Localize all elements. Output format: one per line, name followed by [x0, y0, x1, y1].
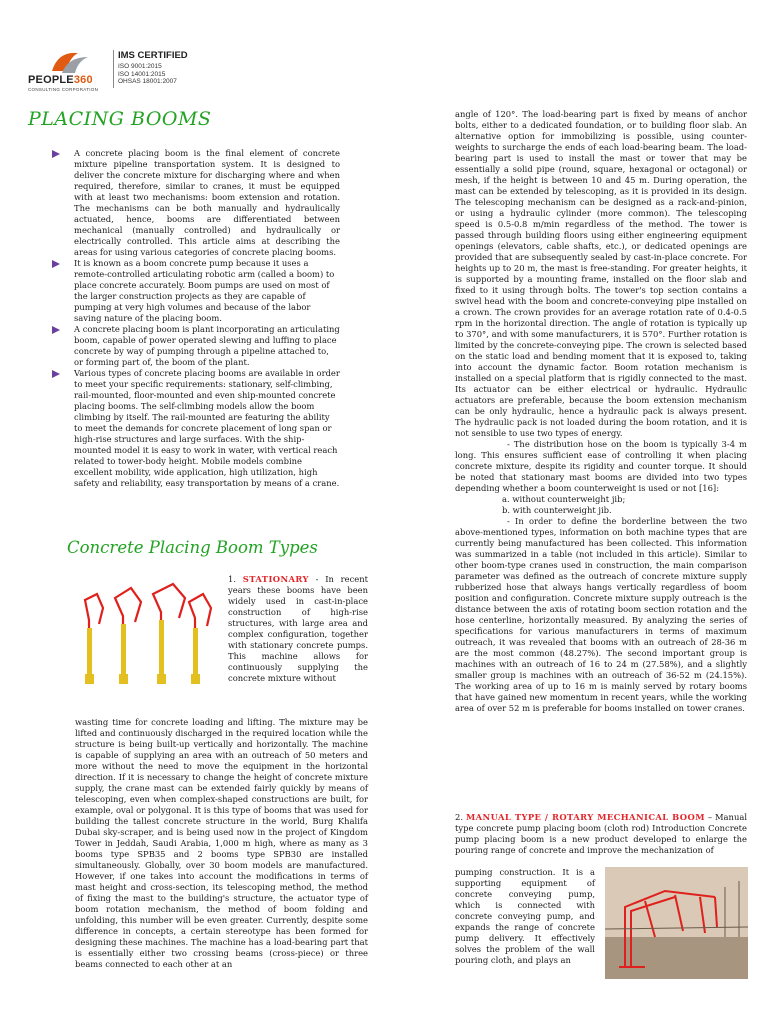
cert-line: OHSAS 18001:2007 [118, 78, 177, 85]
header-divider [113, 50, 114, 88]
bullet-list [52, 148, 340, 489]
stationary-intro-text: 1. STATIONARY - In recent years these booms have been widely used in cast-in-place construction of high-rise structures, with large area and complex configuration, together with stationary concrete pumps. This machine allows for continuously supplying the concrete mixture without [228, 574, 368, 683]
list-item [52, 324, 340, 368]
list-item [52, 258, 340, 324]
manual-type-heading-text: 2. MANUAL TYPE / ROTARY MECHANICAL BOOM – Manual type concrete pump placing boom (cloth rod) Introduction Concrete pump placing boom is a new product developed to enlarge the pouring range of concrete and improve the mechanization of [455, 812, 748, 855]
list-item [52, 148, 340, 258]
bullet-text: Various types of concrete placing booms are available in order to meet your specific requirements: stationary, self-climbing, rail-mounted, floor-mounted and even ship-mounted concrete placing booms. The self-climbing models allow the boom climbing by itself. The rail-mounted are featuring the ability to meet the demands for concrete placement of long span or high-rise structures and large surfaces. With the ship-mounted model it is easy to work in water, with vertical reach related to tower-body height. Mobile models combine excellent mobility, wide application, high utilization, high safety and reliability, easy transportation by means of a crane. [74, 368, 340, 488]
logo-mark-icon [48, 47, 90, 75]
logo-wordmark: PEOPLE360 [28, 74, 93, 86]
cert-line: ISO 14001:2015 [118, 70, 166, 78]
paragraph: angle of 120°. The load-bearing part is fixed by means of anchor bolts, either to a dedicated foundation, or to building floor slab. An alternative option for immobilizing is possible, using counter-weights to surcharge the ends of each load-bearing beam. The load-bearing part is used to install the mast or tower that may be essentially a solid pipe (round, square, hexagonal or octagonal) or mesh, if the height is between 10 and 45 m. During operation, the mast can be extended by telescoping, as it is provided in its design. The telescoping mechanism can be designed as a rack-and-pinion, or using a hydraulic cylinder (more common). The telescoping speed is 0.5-0.8 m/min regardless of the method. The tower is passed through building floors using either engineering equipment openings (elevators, cable shafts, etc.), or dedicated openings are provided that are subsequently sealed by cast-in-place concrete. For heights up to 20 m, the mast is free-standing. For greater heights, it is supported by a mounting frame, installed on the floor slab and fixed to it using through bolts. The tower's top section contains a swivel head with the boom and concrete-conveying pipe installed on a crown. The crown provides for an average rotation rate of 0.4-0.5 rpm in the horizontal direction. The angle of rotation is typically up to 370°, and with some manufacturers, it is 570°. Further rotation is limited by the concrete-conveying pipe. The crown is selected based on the static load and bending moment that it is exposed to, taking into account the dynamic factor. Boom rotation mechanism is installed on a special platform that is rigidly connected to the mast. Its actuator can be either electrical or hydraulic. Hydraulic actuators are preferable, because the boom extension mechanism can be only hydraulic, hence a hydraulic pack is always present. The hydraulic pack is not loaded during the boom rotation, and it is not sensible to use two types of energy. [455, 109, 747, 438]
bullet-text: It is known as a boom concrete pump because it uses a remote-controlled articulating robotic arm (called a boom) to place concrete accurately. Boom pumps are used on most of the larger construction projects as they are capable of pumping at very high volumes and because of the labor saving nature of the placing boom. [74, 258, 335, 323]
logo-tagline: CONSULTING CORPORATION [28, 87, 99, 92]
stationary-label: STATIONARY [242, 574, 309, 584]
bullet-text: A concrete placing boom is plant incorporating an articulating boom, capable of power operated slewing and luffing to place concrete by way of pumping through a pipeline attached to, or forming part of, the boom of the plant. [74, 324, 340, 367]
cert-title: IMS CERTIFIED [118, 50, 188, 61]
bullet-arrow-icon [52, 370, 60, 378]
stationary-body-text: wasting time for concrete loading and lifting. The mixture may be lifted and continuously discharged in the required location while the structure is being built-up vertically and horizontally. The machine is capable of supplying an area with an outreach of 50 meters and more without the need to move the equipment in the horizontal direction. If it is necessary to change the height of concrete mixture supply, the crane mast can be extended fairly quickly by means of telescoping, even when complex-shaped constructions are built, for example, oval or polygonal. It is this type of booms that was used for building the tallest concrete structure in the world, Burg Khalifa Dubai sky-scraper, and is being used now in the project of Kingdom Tower in Jeddah, Saudi Arabia, 1,000 m high, where as many as 3 booms type SPB35 and 2 booms type SPB30 are installed simultaneously. Globally, over 30 boom models are manufactured. However, if one takes into account the modifications in terms of mast height and cross-section, its telescoping method, the method of fixing the mast to the building's structure, the actuator type of boom rotation mechanism, the method of boom folding and unfolding, this number will be even greater. Currently, despite some difference in concepts, a certain stereotype has been formed for designing these machines. The machine has a load-bearing part that is essentially either two crossing beams (cross-piece) or three beams connected to each other at an [75, 717, 368, 969]
list-item: a. without counterweight jib; [502, 494, 626, 504]
manual-type-label: MANUAL TYPE / ROTARY MECHANICAL BOOM [465, 812, 705, 822]
cert-line: ISO 9001:2015 [118, 63, 162, 70]
bullet-text: A concrete placing boom is the final element of concrete mixture pipeline transportation system. It is designed to deliver the concrete mixture for discharging where and when required, therefore, similar to cranes, it must be equipped with at least two mechanisms: boom extension and rotation. The mechanisms can be both manually and hydraulically actuated, hence, booms are differentiated between mechanical (manually controlled) and hydraulically or electrically controlled. This article aims at describing the areas for using various categories of concrete placing booms. [74, 148, 340, 257]
bullet-arrow-icon [52, 326, 60, 334]
page-title: PLACING BOOMS [28, 108, 212, 130]
company-logo [28, 47, 110, 91]
manual-boom-illustration [605, 867, 748, 979]
stationary-boom-illustration [75, 578, 215, 690]
paragraph: - In order to define the borderline between the two above-mentioned types, information on both machine types that are currently being manufactured has been collected. This information was summarized in a table (not included in this article). Similar to other boom-type cranes used in construction, the main comparison parameter was defined as the outreach of concrete mixture supply rubberized hose that always hangs vertically regardless of boom position and configuration. Concrete mixture supply outreach is the distance between the axis of rotating boom section rotation and the hose centerline, horizontally measured. By analyzing the series of specifications for various manufacturers in terms of maximum outreach, it was revealed that booms with an outreach of 28-36 m are the most common (48.27%). The second important group is machines with an outreach of 16 to 24 m (27.58%), and a slightly smaller group is machines with an outreach of 36-52 m (24.15%). The working area of up to 16 m is mainly served by rotary booms that have gained new momentum in recent years, while the working area of over 52 m is preferable for booms installed on tower cranes. [455, 516, 747, 713]
section-heading: Concrete Placing Boom Types [67, 538, 318, 557]
paragraph: - The distribution hose on the boom is typically 3-4 m long. This ensures sufficient ease of controlling it when placing concrete mixture, despite its rigidity and counter torque. It should be noted that stationary mast booms are divided into two types depending whether a boom counterweight is used or not [16]: [455, 439, 747, 493]
right-column [455, 109, 747, 714]
list-item: b. with counterweight jib. [502, 505, 612, 515]
certification-block [118, 50, 188, 86]
bullet-arrow-icon [52, 260, 60, 268]
manual-type-body-text: pumping construction. It is a supporting equipment of concrete conveying pump, which is connected with concrete conveying pump, and expands the range of concrete pump delivery. It effectively solves the problem of the wall pouring cloth, and plays an [455, 867, 595, 965]
bullet-arrow-icon [52, 150, 60, 158]
list-item [52, 368, 340, 489]
